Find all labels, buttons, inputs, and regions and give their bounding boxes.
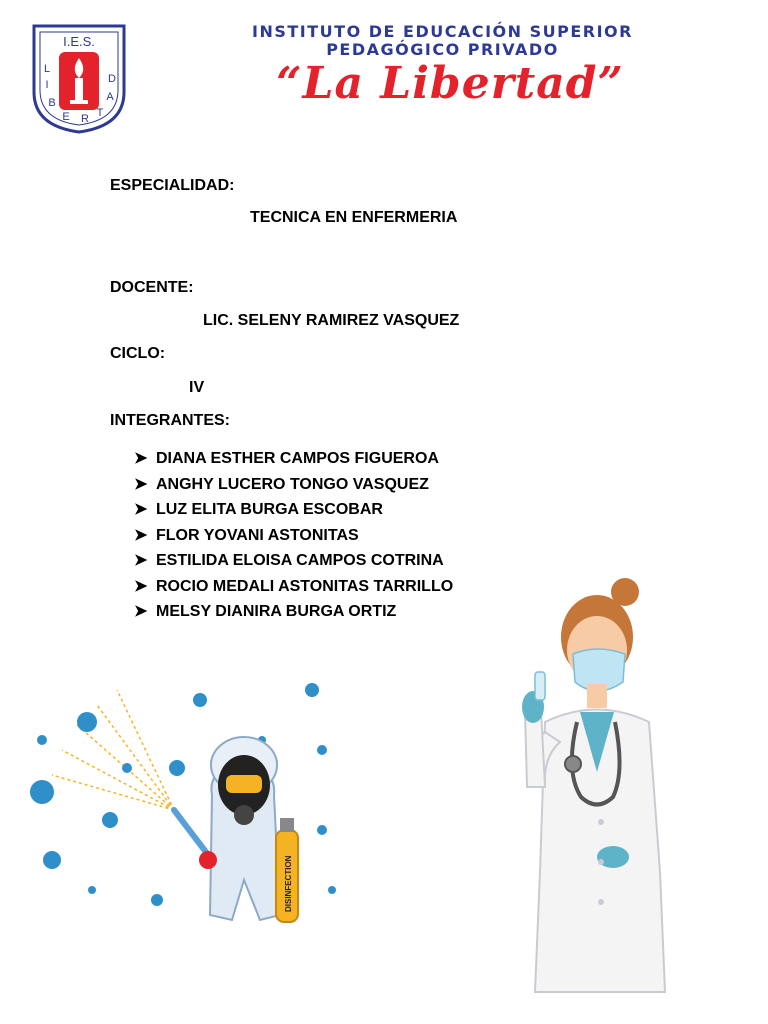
logo-text-top: I.E.S. [63, 34, 95, 49]
member-name: MELSY DIANIRA BURGA ORTIZ [156, 603, 397, 620]
list-item [134, 574, 453, 600]
teacher-label: DOCENTE: [110, 279, 194, 296]
logo-letter: B [48, 97, 56, 109]
arrow-bullet-icon: ➤ [134, 577, 148, 595]
list-item [134, 472, 453, 498]
logo-letter: I [45, 79, 49, 91]
logo-letter: A [106, 91, 114, 103]
teacher-value: LIC. SELENY RAMIREZ VASQUEZ [203, 312, 460, 329]
member-name: LUZ ELITA BURGA ESCOBAR [156, 501, 383, 518]
arrow-bullet-icon: ➤ [134, 501, 148, 518]
member-name: ANGHY LUCERO TONGO VASQUEZ [156, 475, 429, 493]
logo-letter: E [62, 111, 70, 123]
member-name: FLOR YOVANI ASTONITAS [156, 526, 359, 544]
specialty-label: ESPECIALIDAD: [110, 177, 235, 194]
member-name: ESTILIDA ELOISA CAMPOS COTRINA [156, 552, 444, 569]
arrow-bullet-icon: ➤ [134, 603, 148, 620]
disinfection-worker-illustration [22, 680, 340, 942]
logo-letter: R [81, 113, 89, 125]
arrow-bullet-icon: ➤ [134, 450, 148, 467]
institution-name: “La Libertad” [276, 58, 624, 109]
institution-logo [30, 22, 128, 134]
cycle-label: CICLO: [110, 345, 166, 362]
list-item [134, 523, 453, 549]
list-item [134, 446, 453, 472]
member-name: ROCIO MEDALI ASTONITAS TARRILLO [156, 577, 454, 595]
member-name: DIANA ESTHER CAMPOS FIGUEROA [156, 450, 439, 467]
list-item [134, 599, 453, 625]
cycle-value: IV [189, 379, 205, 396]
list-item [134, 548, 453, 574]
members-list [134, 446, 453, 625]
members-label: INTEGRANTES: [110, 412, 230, 429]
arrow-bullet-icon: ➤ [134, 552, 148, 569]
specialty-value: TECNICA EN ENFERMERIA [250, 209, 458, 226]
institution-line-2: PEDAGÓGICO PRIVADO [326, 40, 559, 59]
arrow-bullet-icon: ➤ [134, 475, 148, 493]
institution-line-1: INSTITUTO DE EDUCACIÓN SUPERIOR [252, 22, 633, 41]
nurse-illustration [485, 572, 735, 997]
logo-letter: D [108, 73, 116, 85]
tank-label: DISINFECTION [284, 855, 293, 912]
list-item [134, 497, 453, 523]
logo-letter: L [43, 63, 51, 75]
logo-letter: T [96, 107, 104, 119]
arrow-bullet-icon: ➤ [134, 526, 148, 544]
